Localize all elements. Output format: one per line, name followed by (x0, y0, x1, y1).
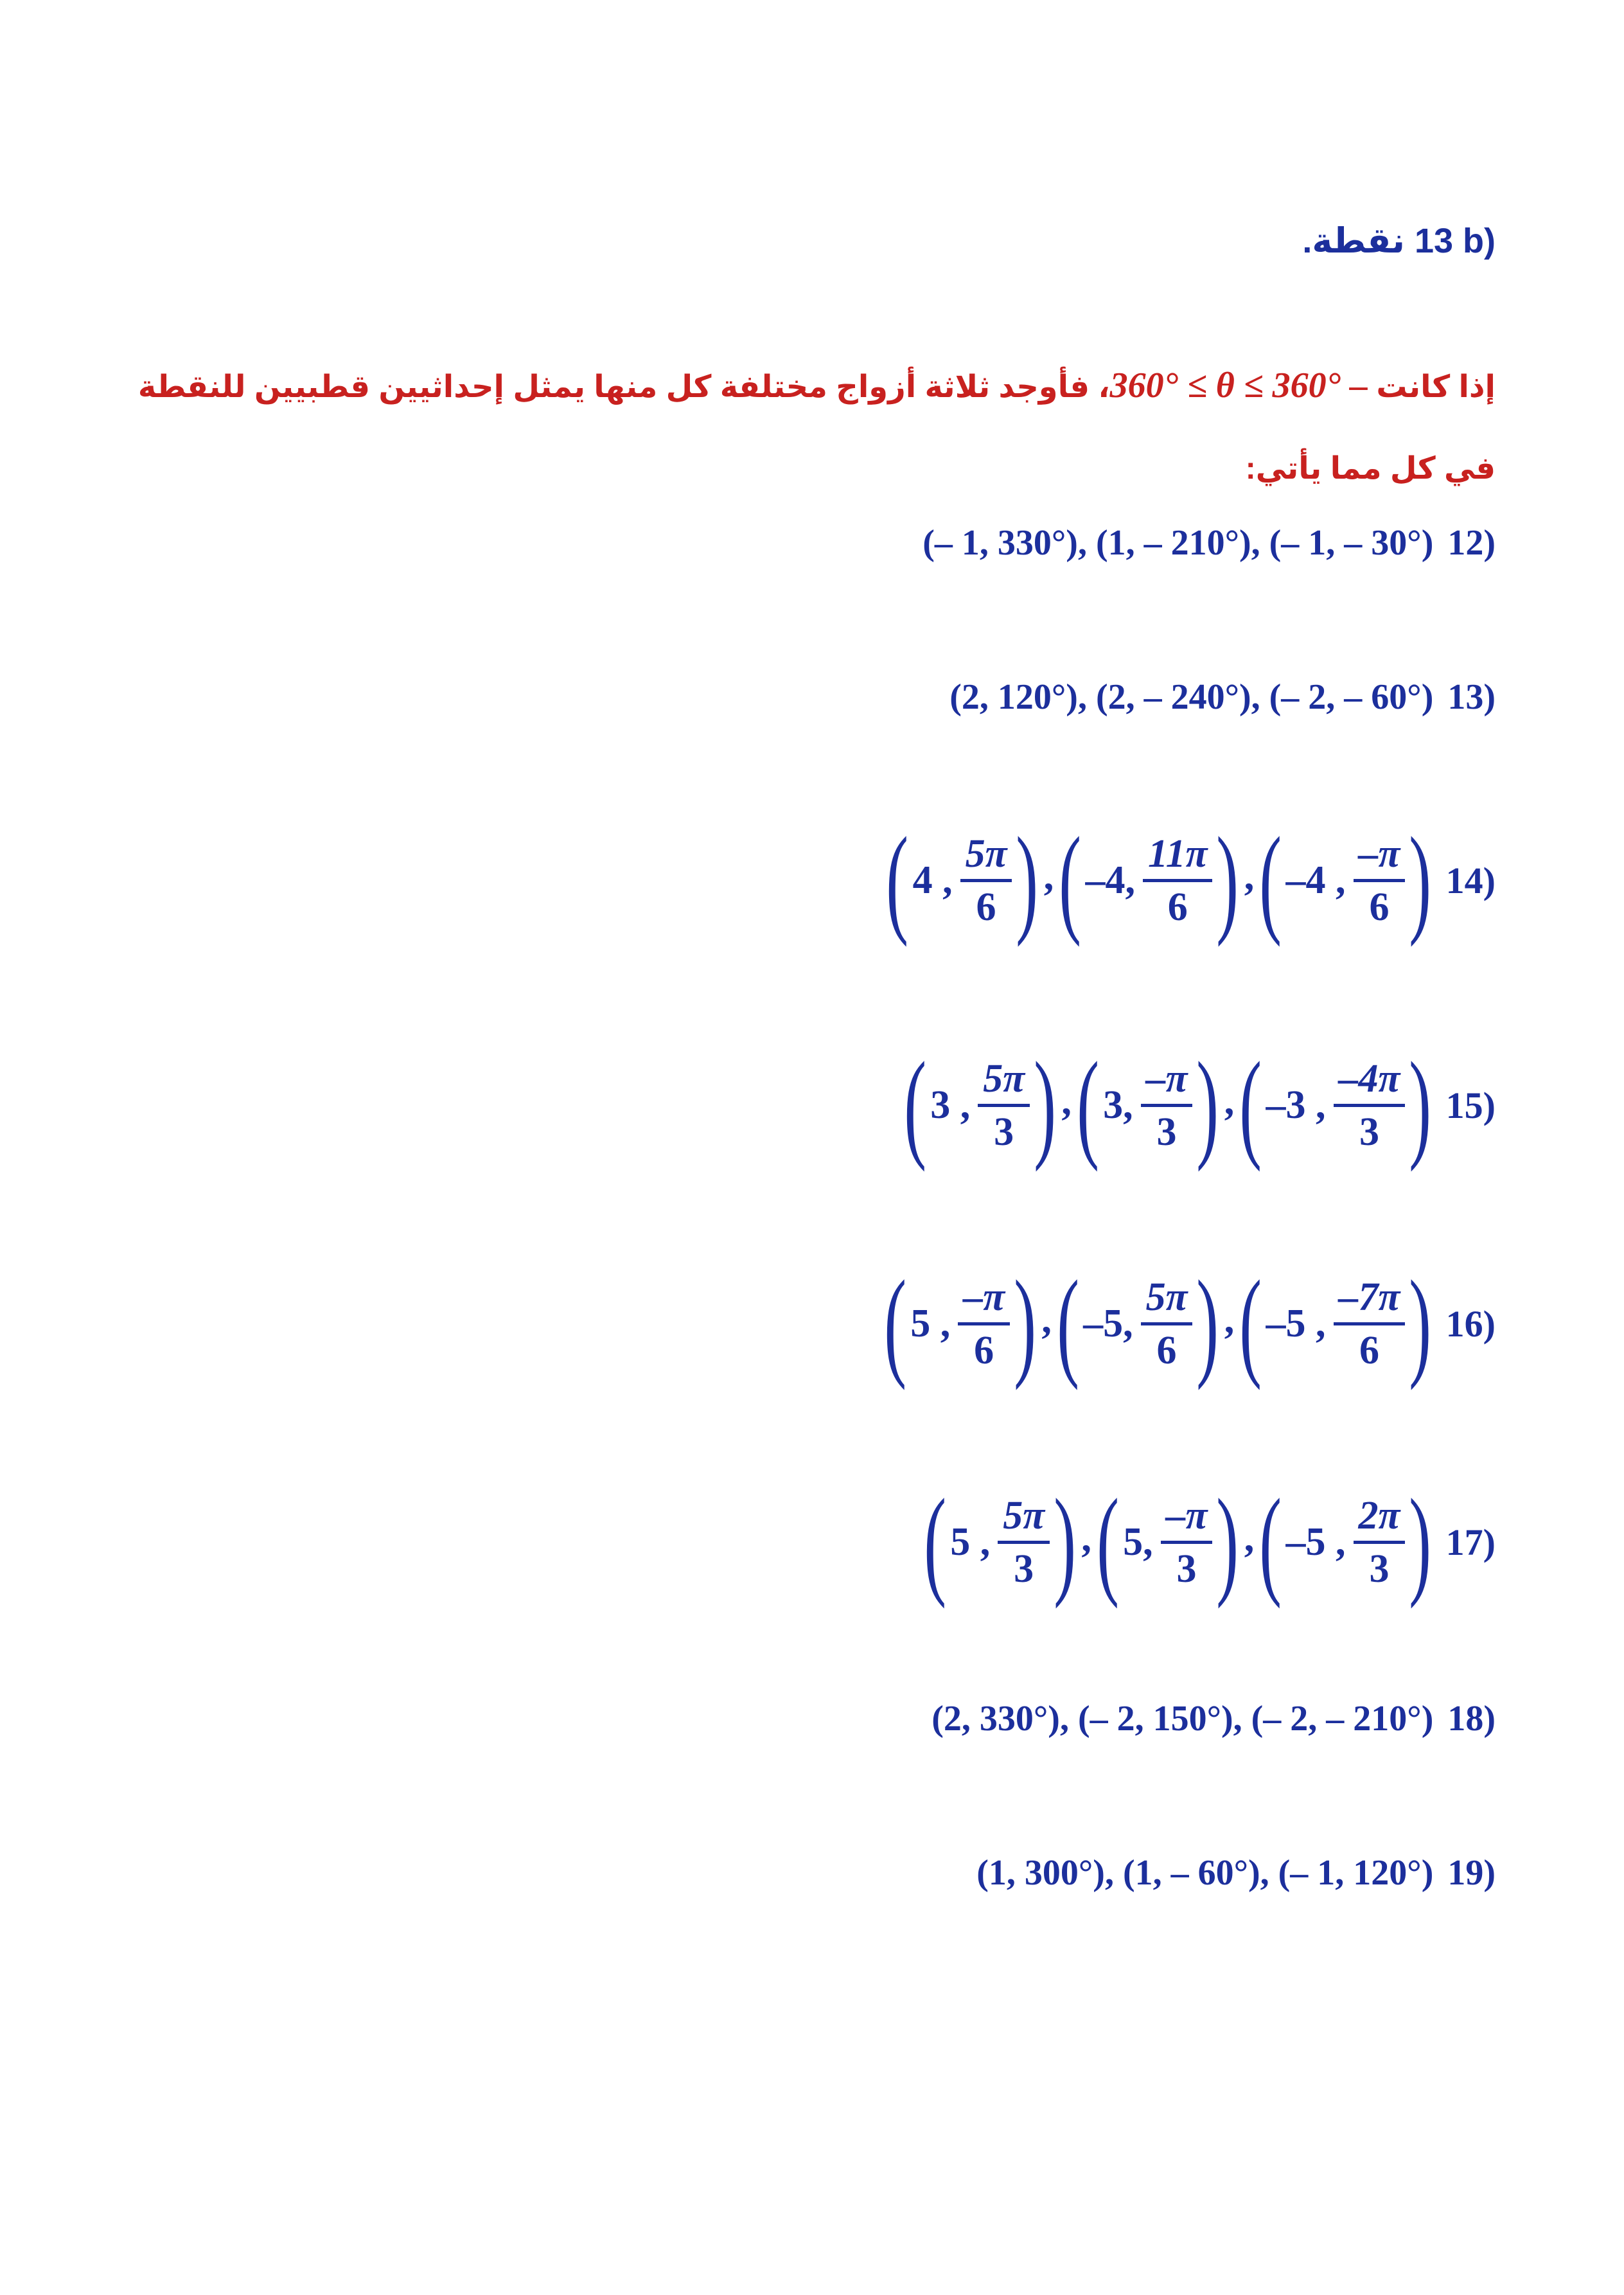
problem-number: 19) (1447, 1853, 1496, 1893)
problem-13 (949, 668, 1496, 726)
numerator: –π (1358, 831, 1400, 876)
instruction-inequality: 360° ≤ θ ≤ 360° – (1109, 366, 1368, 405)
r-value: –4, (1085, 858, 1136, 902)
r-value: 3, (1103, 1083, 1133, 1127)
denominator: 3 (994, 1110, 1014, 1154)
fraction (1143, 830, 1212, 931)
section-heading (1302, 212, 1496, 270)
r-value: 3 , (930, 1083, 971, 1127)
r-value: 4 , (912, 858, 953, 902)
instruction-line-1 (121, 360, 1496, 413)
numerator: 5π (983, 1056, 1025, 1101)
fraction (1354, 830, 1406, 931)
r-value: –3 , (1266, 1083, 1326, 1127)
problem-19 (976, 1844, 1496, 1902)
heading-number: 13 (1414, 222, 1454, 260)
denominator: 3 (1014, 1546, 1034, 1591)
problem-15: ( 3 , 5π 3 ) , ( 3, –π 3 ) , ( –3 , –4π 3 ) 15) (904, 1038, 1496, 1173)
denominator: 6 (976, 885, 996, 929)
numerator: –π (1145, 1056, 1188, 1101)
denominator: 3 (1369, 1546, 1390, 1591)
coordinate-pair: ( 3, –π 3 ) (1077, 1038, 1219, 1173)
fraction (978, 1055, 1030, 1156)
problem-number: 14) (1445, 859, 1496, 901)
instruction-end: ، فأوجد ثلاثة أزواج مختلفة كل منها يمثل إحداثيين قطبيين للنقطة (137, 370, 1110, 404)
numerator: 5π (1145, 1275, 1188, 1319)
coordinate-pair: ( 3 , 5π 3 ) (904, 1038, 1057, 1173)
problem-12 (922, 514, 1496, 572)
problem-text: (2, 120°), (2, – 240°), (– 2, – 60°) (949, 677, 1434, 717)
problem-number: 13) (1447, 677, 1496, 717)
numerator: 5π (965, 831, 1007, 876)
instruction-line-2-text: في كل مما يأتي: (1245, 452, 1496, 486)
problem-16: ( 5 , –π 6 ) , ( –5, 5π 6 ) , ( –5 , –7π 6 ) 16) (884, 1256, 1496, 1391)
problem-number: 16) (1445, 1302, 1496, 1345)
instruction-start: إذا كانت (1376, 370, 1496, 404)
denominator: 6 (1359, 1328, 1379, 1372)
numerator: –π (1165, 1493, 1208, 1537)
coordinate-pair: ( –5, 5π 6 ) (1057, 1256, 1219, 1391)
denominator: 6 (974, 1328, 994, 1372)
coordinate-pair: ( 5 , –π 6 ) (884, 1256, 1037, 1391)
fraction (998, 1492, 1050, 1593)
denominator: 6 (1369, 885, 1390, 929)
problem-18 (931, 1690, 1496, 1748)
problem-number: 12) (1447, 523, 1496, 563)
fraction (1334, 1273, 1406, 1374)
r-value: 5, (1123, 1520, 1153, 1564)
denominator: 3 (1176, 1546, 1197, 1591)
coordinate-pair: ( –4 , –π 6 ) (1259, 813, 1432, 948)
denominator: 3 (1359, 1110, 1379, 1154)
r-value: –5 , (1266, 1301, 1326, 1345)
r-value: –5, (1083, 1301, 1133, 1345)
fraction (1354, 1492, 1406, 1593)
fraction (960, 830, 1012, 931)
coordinate-pair: ( –5 , –7π 6 ) (1239, 1256, 1432, 1391)
denominator: 3 (1156, 1110, 1177, 1154)
r-value: –5 , (1285, 1520, 1346, 1564)
r-value: –4 , (1285, 858, 1346, 902)
numerator: –7π (1338, 1275, 1400, 1319)
r-value: 5 , (950, 1520, 991, 1564)
problem-text: (– 1, 330°), (1, – 210°), (– 1, – 30°) (922, 523, 1434, 563)
problem-number: 17) (1445, 1521, 1496, 1563)
problem-text: (2, 330°), (– 2, 150°), (– 2, – 210°) (931, 1699, 1434, 1739)
problem-14: ( 4 , 5π 6 ) , ( –4, 11π 6 ) , ( –4 , –π 6 ) 14) (886, 813, 1496, 948)
coordinate-pair: ( 5 , 5π 3 ) (924, 1475, 1077, 1609)
fraction (1141, 1273, 1193, 1374)
heading-word: نقطة. (1302, 222, 1405, 260)
r-value: 5 , (910, 1301, 951, 1345)
fraction (1334, 1055, 1406, 1156)
fraction (958, 1273, 1010, 1374)
numerator: 2π (1358, 1493, 1400, 1537)
coordinate-pair: ( –4, 11π 6 ) (1059, 813, 1239, 948)
instruction-line-2 (121, 443, 1496, 495)
problem-number: 15) (1445, 1084, 1496, 1126)
problem-text: (1, 300°), (1, – 60°), (– 1, 120°) (976, 1853, 1434, 1893)
fraction (1161, 1492, 1213, 1593)
denominator: 6 (1156, 1328, 1177, 1372)
numerator: –π (963, 1275, 1005, 1319)
problem-17: ( 5 , 5π 3 ) , ( 5, –π 3 ) , ( –5 , 2π 3 ) 17) (924, 1475, 1496, 1609)
denominator: 6 (1167, 885, 1188, 929)
fraction (1141, 1055, 1193, 1156)
coordinate-pair: ( –3 , –4π 3 ) (1239, 1038, 1432, 1173)
problem-number: 18) (1447, 1699, 1496, 1739)
heading-prefix: b) (1463, 222, 1496, 260)
coordinate-pair: ( –5 , 2π 3 ) (1259, 1475, 1432, 1609)
numerator: –4π (1338, 1056, 1400, 1101)
numerator: 5π (1003, 1493, 1045, 1537)
coordinate-pair: ( 5, –π 3 ) (1097, 1475, 1239, 1609)
numerator: 11π (1148, 831, 1208, 876)
coordinate-pair: ( 4 , 5π 6 ) (886, 813, 1039, 948)
